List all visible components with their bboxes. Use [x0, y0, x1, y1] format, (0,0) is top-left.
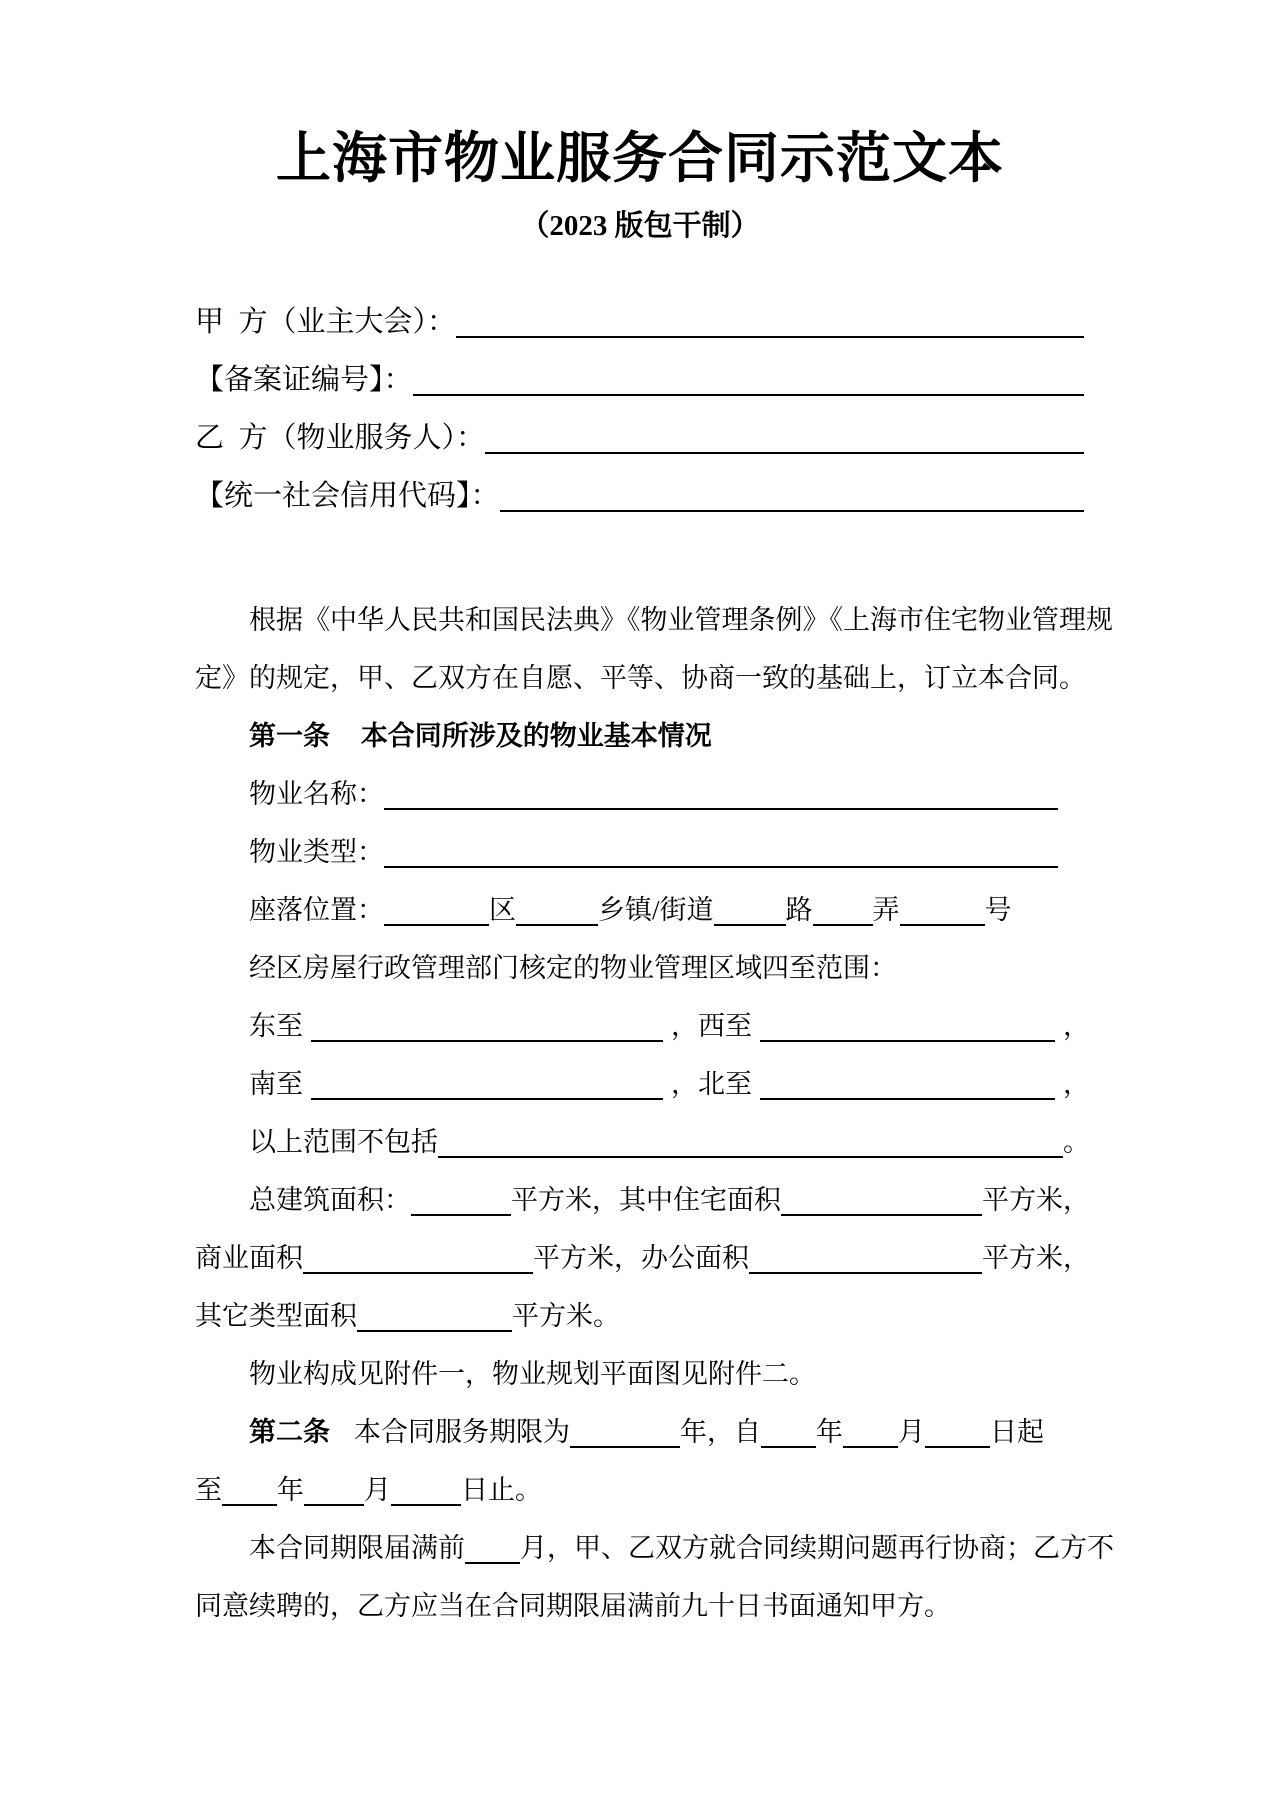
- document-subtitle: （2023 版包干制）: [520, 210, 760, 242]
- south-label: 南至: [249, 1069, 303, 1099]
- end-month-suffix: 月: [364, 1475, 391, 1505]
- end-day-suffix: 日止。: [461, 1475, 542, 1505]
- road-blank-line: [714, 924, 786, 926]
- start-day-suffix: 日起: [990, 1417, 1044, 1447]
- credit-code-label: 【统一社会信用代码】：: [195, 480, 500, 512]
- total-area-blank-line: [411, 1214, 511, 1216]
- office-area-blank-line: [749, 1272, 982, 1274]
- term-to-text: 至: [195, 1475, 222, 1505]
- credit-code-row: [195, 467, 1084, 525]
- commercial-office-area-row: [195, 1229, 1090, 1287]
- location-label: 座落位置：: [249, 895, 384, 925]
- exclusion-blank-line: [438, 1156, 1063, 1158]
- record-number-blank-line: [413, 394, 1084, 396]
- location-row: [195, 881, 1090, 939]
- property-type-blank-line: [384, 866, 1058, 868]
- credit-code-blank-line: [500, 510, 1084, 512]
- scope-intro-line: 经区房屋行政管理部门核定的物业管理区域四至范围：: [249, 953, 897, 983]
- town-blank-line: [516, 924, 598, 926]
- renewal-line-2: 同意续聘的，乙方应当在合同期限届满前九十日书面通知甲方。: [195, 1591, 951, 1621]
- west-label: ，西至: [671, 1011, 752, 1041]
- south-blank-line: [311, 1098, 663, 1100]
- road-suffix: 路: [785, 895, 813, 925]
- party-a-blank-line: [456, 336, 1084, 338]
- end-month-blank-line: [304, 1504, 364, 1506]
- party-b-label: 乙 方（物业服务人）：: [195, 422, 486, 454]
- lane-suffix: 弄: [872, 895, 900, 925]
- office-area-unit: 平方米，: [982, 1243, 1090, 1273]
- exclusion-label: 以上范围不包括: [249, 1127, 438, 1157]
- party-a-label: 甲 方（业主大会）：: [195, 306, 457, 338]
- term-years-blank-line: [570, 1446, 680, 1448]
- property-type-row: [195, 823, 1090, 881]
- property-name-label: 物业名称：: [249, 779, 384, 809]
- commercial-area-label: 商业面积: [195, 1243, 303, 1273]
- renewal-post-text: 月，甲、乙双方就合同续期问题再行协商；乙方不: [520, 1533, 1114, 1563]
- property-name-row: [195, 765, 1090, 823]
- start-month-blank-line: [843, 1446, 898, 1448]
- east-west-comma: ，: [1063, 1011, 1090, 1041]
- end-year-blank-line: [222, 1504, 277, 1506]
- article-2-number: 第二条: [249, 1417, 330, 1447]
- total-area-label: 总建筑面积：: [249, 1185, 411, 1215]
- property-name-blank-line: [384, 808, 1058, 810]
- contract-body: [195, 591, 1114, 1635]
- town-suffix: 乡镇/街道: [598, 895, 714, 925]
- office-area-label: 办公面积: [641, 1243, 749, 1273]
- term-end-row: [195, 1461, 1090, 1519]
- east-label: 东至: [249, 1011, 303, 1041]
- west-blank-line: [760, 1040, 1055, 1042]
- number-suffix: 号: [984, 895, 1012, 925]
- party-b-blank-line: [485, 452, 1084, 454]
- renewal-line-1: [195, 1519, 1114, 1577]
- district-blank-line: [384, 924, 489, 926]
- article-1-number: 第一条: [249, 721, 330, 751]
- record-number-label: 【备案证编号】：: [195, 364, 413, 396]
- north-blank-line: [760, 1098, 1055, 1100]
- scope-exclusion-row: [195, 1113, 1090, 1171]
- term-pre-text: 本合同服务期限为: [354, 1417, 570, 1447]
- residential-area-blank-line: [781, 1214, 982, 1216]
- party-a-row: [195, 293, 1084, 351]
- lane-blank-line: [813, 924, 873, 926]
- property-type-label: 物业类型：: [249, 837, 384, 867]
- party-b-row: [195, 409, 1084, 467]
- east-blank-line: [311, 1040, 663, 1042]
- district-suffix: 区: [489, 895, 516, 925]
- renewal-pre-text: 本合同期限届满前: [249, 1533, 465, 1563]
- boundary-south-north-row: [195, 1055, 1090, 1113]
- end-year-suffix: 年: [277, 1475, 304, 1505]
- start-year-suffix: 年: [816, 1417, 843, 1447]
- start-day-blank-line: [925, 1446, 990, 1448]
- total-area-unit: 平方米，: [511, 1185, 619, 1215]
- other-area-label: 其它类型面积: [195, 1301, 357, 1331]
- article-1-heading: [195, 707, 1090, 765]
- end-day-blank-line: [391, 1504, 461, 1506]
- other-area-unit: 平方米。: [512, 1301, 620, 1331]
- north-label: ，北至: [671, 1069, 752, 1099]
- start-year-blank-line: [761, 1446, 816, 1448]
- start-month-suffix: 月: [898, 1417, 925, 1447]
- party-fields-section: [195, 293, 1084, 525]
- exclusion-period: 。: [1063, 1127, 1090, 1157]
- residential-area-label: 其中住宅面积: [619, 1185, 781, 1215]
- preamble-line-2: 定》的规定，甲、乙双方在自愿、平等、协商一致的基础上，订立本合同。: [195, 663, 1086, 693]
- commercial-area-blank-line: [303, 1272, 533, 1274]
- total-area-row: [195, 1171, 1090, 1229]
- article-1-title: 本合同所涉及的物业基本情况: [360, 721, 712, 751]
- residential-area-unit: 平方米，: [982, 1185, 1090, 1215]
- record-number-row: [195, 351, 1084, 409]
- south-north-comma: ，: [1063, 1069, 1090, 1099]
- number-blank-line: [900, 924, 985, 926]
- other-area-row: [195, 1287, 1090, 1345]
- renewal-months-blank-line: [465, 1562, 520, 1564]
- preamble-line-1: 根据《中华人民共和国民法典》《物业管理条例》《上海市住宅物业管理规: [249, 605, 1113, 635]
- article-2-term-row: [195, 1403, 1090, 1461]
- other-area-blank-line: [357, 1330, 512, 1332]
- term-year-from-text: 年，自: [680, 1417, 761, 1447]
- attachments-line: 物业构成见附件一，物业规划平面图见附件二。: [249, 1359, 816, 1389]
- document-title: 上海市物业服务合同示范文本: [275, 128, 1004, 189]
- boundary-east-west-row: [195, 997, 1090, 1055]
- commercial-area-unit: 平方米，: [533, 1243, 641, 1273]
